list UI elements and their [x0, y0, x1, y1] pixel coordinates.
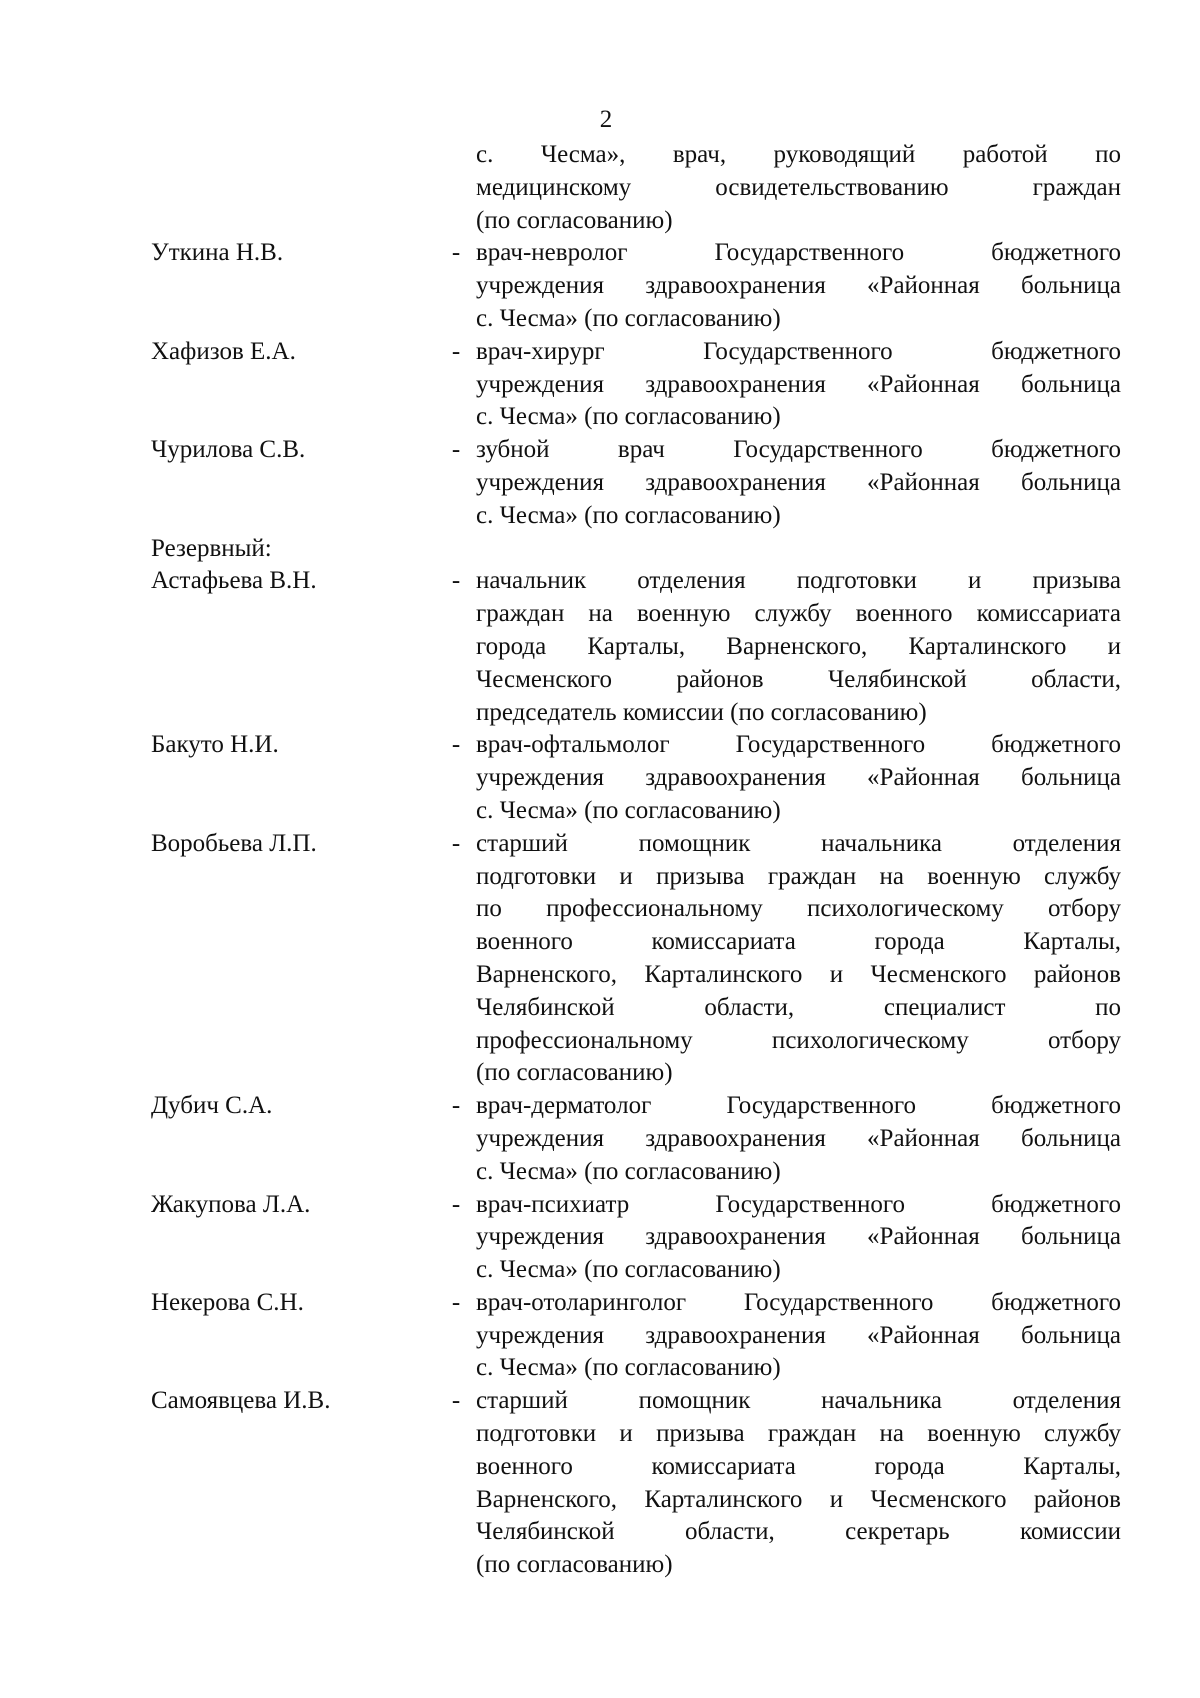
dash-separator: - — [451, 567, 461, 595]
member-description — [476, 237, 1121, 335]
member-row — [151, 336, 1126, 434]
dash-separator: - — [451, 829, 461, 857]
reserve-label: Резервный: — [151, 534, 272, 562]
reserve-members — [151, 565, 1126, 1582]
description-line: Чесменского районов Челябинской области, — [476, 665, 1121, 693]
dash-separator: - — [451, 1387, 461, 1415]
description-line: Челябинской области, секретарь комиссии — [476, 1518, 1121, 1546]
description-line: (по согласованию) — [476, 1551, 673, 1579]
reserve-section — [151, 533, 1126, 566]
description-line: председатель комиссии (по согласованию) — [476, 698, 927, 726]
member-row — [151, 565, 1126, 729]
member-name: Дубич С.А. — [151, 1092, 273, 1120]
description-line: учреждения здравоохранения «Районная больница — [476, 1223, 1121, 1251]
description-line: с. Чесма» (по согласованию) — [476, 1157, 781, 1185]
dash-separator: - — [451, 239, 461, 267]
description-line: учреждения здравоохранения «Районная больница — [476, 1124, 1121, 1152]
description-line: подготовки и призыва граждан на военную службу — [476, 862, 1121, 890]
member-description — [476, 1189, 1121, 1287]
member-description — [476, 828, 1121, 1090]
dash-separator: - — [451, 1288, 461, 1316]
description-line: врач-дерматолог Государственного бюджетного — [476, 1092, 1121, 1120]
description-line: старший помощник начальника отделения — [476, 1387, 1121, 1415]
description-line: граждан на военную службу военного комиссариата — [476, 600, 1121, 628]
member-name: Уткина Н.В. — [151, 239, 284, 267]
description-line: по профессиональному психологическому отбору — [476, 895, 1121, 923]
dash-separator: - — [451, 337, 461, 365]
description-line: учреждения здравоохранения «Районная больница — [476, 468, 1121, 496]
commission-list — [151, 139, 1126, 1582]
member-name-empty — [151, 139, 436, 237]
description-line: врач-отоларинголог Государственного бюджетного — [476, 1288, 1121, 1316]
dash-separator: - — [451, 1190, 461, 1218]
member-row — [151, 237, 1126, 335]
dash-empty — [436, 139, 476, 237]
member-name: Жакупова Л.А. — [151, 1190, 311, 1218]
description-line: подготовки и призыва граждан на военную службу — [476, 1420, 1121, 1448]
description-line: старший помощник начальника отделения — [476, 829, 1121, 857]
description-line: с. Чесма» (по согласованию) — [476, 1354, 781, 1382]
description-line: начальник отделения подготовки и призыва — [476, 567, 1121, 595]
dash-separator: - — [451, 1092, 461, 1120]
member-row — [151, 434, 1126, 532]
dash-separator: - — [451, 436, 461, 464]
description-line: с. Чесма», врач, руководящий работой по — [476, 141, 1121, 168]
description-line: учреждения здравоохранения «Районная больница — [476, 370, 1121, 398]
continuation-description — [476, 139, 1121, 237]
description-line: учреждения здравоохранения «Районная больница — [476, 272, 1121, 300]
page-number: 2 — [599, 106, 613, 133]
member-name: Самоявцева И.В. — [151, 1387, 331, 1415]
description-line: зубной врач Государственного бюджетного — [476, 436, 1121, 464]
description-line: Челябинской области, специалист по — [476, 993, 1121, 1021]
dash-separator: - — [451, 731, 461, 759]
description-line: врач-офтальмолог Государственного бюджетного — [476, 731, 1121, 759]
description-line: Варненского, Карталинского и Чесменского районов — [476, 960, 1121, 988]
description-line: с. Чесма» (по согласованию) — [476, 304, 781, 332]
member-row — [151, 1287, 1126, 1385]
description-line: с. Чесма» (по согласованию) — [476, 501, 781, 529]
member-name: Воробьева Л.П. — [151, 829, 317, 857]
description-line: профессиональному психологическому отбору — [476, 1026, 1121, 1054]
description-line: учреждения здравоохранения «Районная больница — [476, 764, 1121, 792]
member-row — [151, 729, 1126, 827]
description-line: учреждения здравоохранения «Районная больница — [476, 1321, 1121, 1349]
member-name: Чурилова С.В. — [151, 436, 306, 464]
description-line: врач-психиатр Государственного бюджетного — [476, 1190, 1121, 1218]
member-row — [151, 1385, 1126, 1582]
description-line: с. Чесма» (по согласованию) — [476, 796, 781, 824]
description-line: врач-невролог Государственного бюджетного — [476, 239, 1121, 267]
description-line: военного комиссариата города Карталы, — [476, 1452, 1121, 1480]
description-line: с. Чесма» (по согласованию) — [476, 1256, 781, 1284]
description-line: (по согласованию) — [476, 206, 673, 234]
member-name: Хафизов Е.А. — [151, 337, 296, 365]
member-name: Бакуто Н.И. — [151, 731, 279, 759]
member-row — [151, 1090, 1126, 1188]
description-line: с. Чесма» (по согласованию) — [476, 403, 781, 431]
member-description — [476, 1385, 1121, 1582]
main-members — [151, 237, 1126, 532]
member-row — [151, 1189, 1126, 1287]
description-line: военного комиссариата города Карталы, — [476, 928, 1121, 956]
member-name: Астафьева В.Н. — [151, 567, 317, 595]
description-line: врач-хирург Государственного бюджетного — [476, 337, 1121, 365]
description-line: города Карталы, Варненского, Карталинского и — [476, 632, 1121, 660]
description-line: медицинскому освидетельствованию граждан — [476, 173, 1121, 201]
member-description — [476, 434, 1121, 532]
member-description — [476, 565, 1121, 729]
member-description — [476, 336, 1121, 434]
member-description — [476, 1090, 1121, 1188]
member-row — [151, 828, 1126, 1090]
continuation-row — [151, 139, 1126, 237]
member-description — [476, 1287, 1121, 1385]
description-line: (по согласованию) — [476, 1059, 673, 1087]
member-name: Некерова С.Н. — [151, 1288, 304, 1316]
member-description — [476, 729, 1121, 827]
description-line: Варненского, Карталинского и Чесменского районов — [476, 1485, 1121, 1513]
